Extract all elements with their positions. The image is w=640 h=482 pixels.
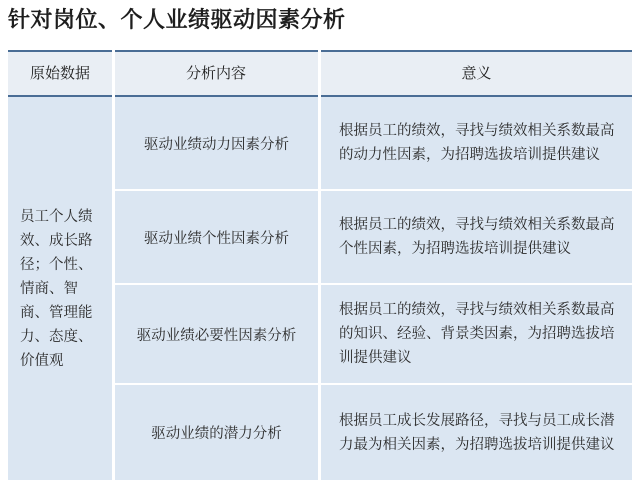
meaning-text: 根据员工的绩效，寻找与绩效相关系数最高个性因素，为招聘选拔培训提供建议 (339, 217, 615, 257)
analysis-table (8, 50, 632, 480)
analysis-cell: 驱动业绩必要性因素分析 (136, 327, 297, 344)
column-divider (112, 50, 115, 480)
table-row (115, 97, 632, 189)
meaning-cell (321, 385, 632, 480)
meaning-text: 根据员工的绩效，寻找与绩效相关系数最高的动力性因素，为招聘选拔培训提供建议 (339, 123, 615, 163)
analysis-cell: 驱动业绩个性因素分析 (144, 230, 289, 247)
meaning-cell (321, 191, 632, 283)
table-row (115, 385, 632, 480)
meaning-text: 根据员工成长发展路径，寻找与员工成长潜力最为相关因素，为招聘选拔培训提供建议 (339, 412, 615, 453)
meaning-cell (321, 285, 632, 383)
raw-data-cell (8, 97, 112, 480)
page-title: 针对岗位、个人业绩驱动因素分析 (8, 8, 346, 33)
meaning-text: 根据员工的绩效，寻找与绩效相关系数最高的知识、经验、背景类因素，为招聘选拔培训提供建议 (339, 302, 615, 366)
header-raw-data: 原始数据 (29, 64, 90, 82)
header-meaning: 意义 (461, 64, 492, 82)
analysis-cell: 驱动业绩的潜力分析 (151, 426, 282, 442)
raw-data-text: 员工个人绩效、成长路径；个性、情商、智商、管理能力、态度、价值观 (20, 208, 93, 369)
table-row (115, 285, 632, 383)
header-analysis: 分析内容 (185, 64, 246, 82)
table-row (115, 191, 632, 283)
analysis-cell: 驱动业绩动力因素分析 (144, 136, 289, 153)
column-divider (318, 50, 321, 480)
meaning-cell (321, 97, 632, 189)
